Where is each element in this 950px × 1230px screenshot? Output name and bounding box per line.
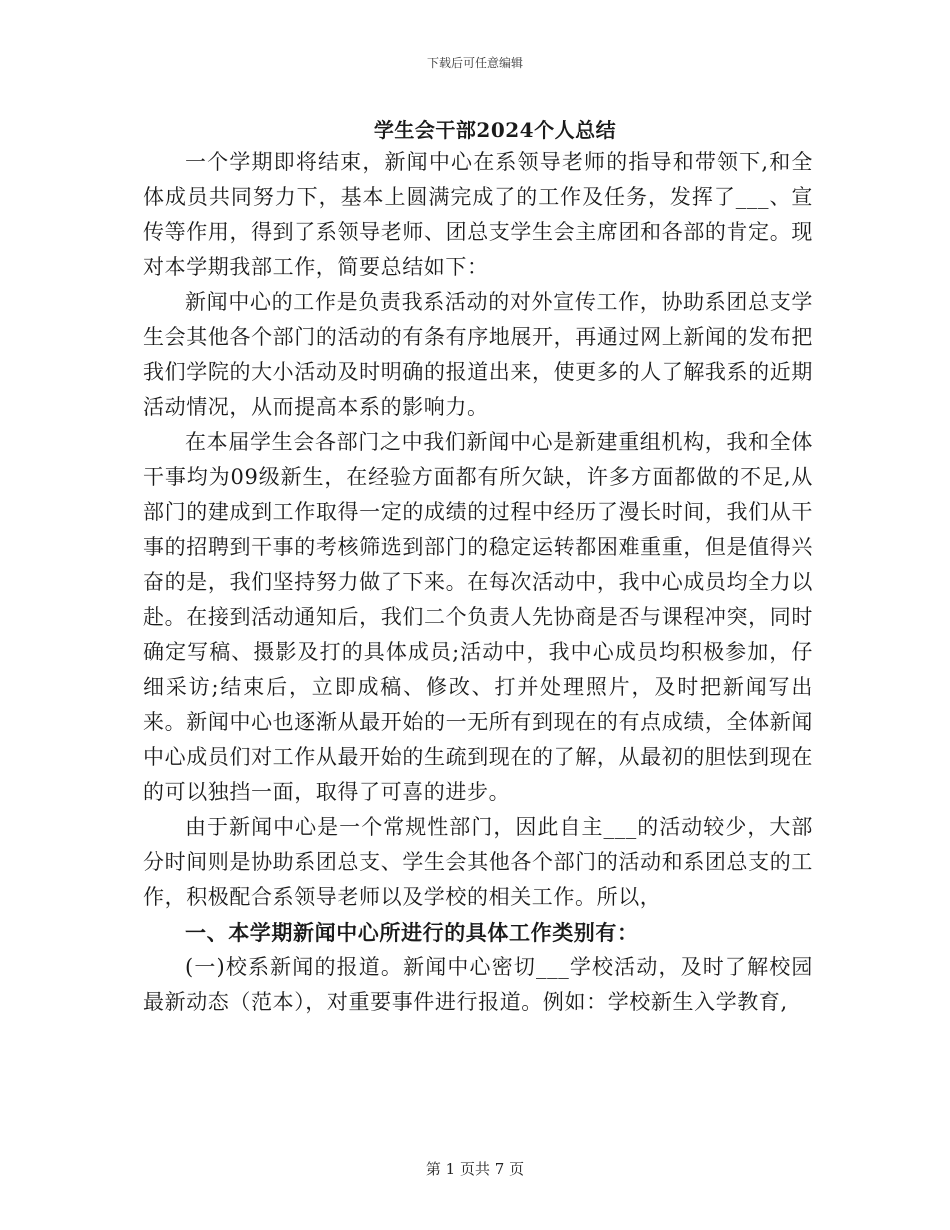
paragraph-responsibility: 新闻中心的工作是负责我系活动的对外宣传工作，协助系团总支学生会其他各个部门的活动的有条有序地展开，再通过网上新闻的发布把我们学院的大小活动及时明确的报道出来，使更多的人了解我系的近期活动情况，从而提高本系的影响力。 bbox=[143, 290, 813, 419]
paragraph-news-report: (一)校系新闻的报道。新闻中心密切___学校活动，及时了解校园最新动态（范本），对重要事件进行报道。例如：学校新生入学教育, bbox=[143, 955, 813, 1014]
document-title: 学生会干部2024个人总结 bbox=[373, 118, 617, 142]
paragraph-role: 由于新闻中心是一个常规性部门，因此自主___的活动较少，大部分时间则是协助系团总支、学生会其他各个部门的活动和系团总支的工作，积极配合系领导老师以及学校的相关工作。所以， bbox=[143, 815, 813, 909]
paragraph-intro: 一个学期即将结束，新闻中心在系领导老师的指导和带领下,和全体成员共同努力下，基本上圆满完成了的工作及任务，发挥了___、宣传等作用，得到了系领导老师、团总支学生会主席团和各部的肯定。现对本学期我部工作，简要总结如下： bbox=[143, 150, 813, 279]
header-note: 下载后可任意编辑 bbox=[426, 56, 523, 70]
page-footer: 第 1 页共 7 页 bbox=[425, 1160, 525, 1178]
section-heading: 一、本学期新闻中心所进行的具体工作类别有： bbox=[185, 920, 639, 945]
paragraph-progress: 在本届学生会各部门之中我们新闻中心是新建重组机构，我和全体干事均为09级新生，在经验方面都有所欠缺，许多方面都做的不足,从部门的建成到工作取得一定的成绩的过程中经历了漫长时间，我们从干事的招聘到干事的考核筛选到部门的稳定运转都困难重重，但是值得兴奋的是，我们坚持努力做了下来。在每次活动中，我中心成员均全力以赴。在接到活动通知后，我们二个负责人先协商是否与课程冲突，同时确定写稿、摄影及打的具体成员;活动中，我中心成员均积极参加，仔细采访;结束后，立即成稿、修改、打并处理照片，及时把新闻写出来。新闻中心也逐渐从最开始的一无所有到现在的有点成绩，全体新闻中心成员们对工作从最开始的生疏到现在的了解，从最初的胆怯到现在的可以独挡一面，取得了可喜的进步。 bbox=[143, 430, 813, 804]
document-body bbox=[143, 145, 813, 1020]
